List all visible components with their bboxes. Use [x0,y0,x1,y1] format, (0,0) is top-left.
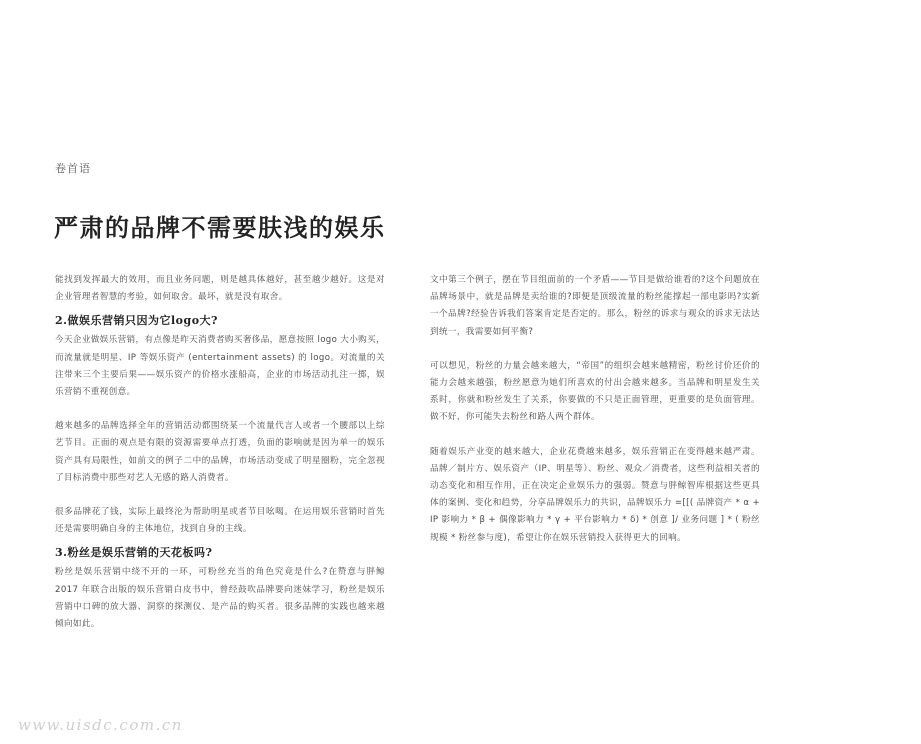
right-paragraph-1: 文中第三个例子，摆在节目组面前的一个矛盾——节目是做给谁看的?这个问题放在品牌场景中，就是品牌是卖给谁的?即便是顶级流量的粉丝能撑起一部电影吗?实新一个品牌?经验告诉我们答案肯定是否定的。那么，粉丝的诉求与观众的诉求无法达到统一，我需要如何平衡? [430,275,760,337]
watermark: www.uisdc.com.cn [18,716,183,734]
right-column [430,272,760,564]
section-3-paragraph-1: 粉丝是娱乐营销中绕不开的一环，可粉丝充当的角色究竟是什么?在赞意与胖鲸 2017 年联合出版的娱乐营销白皮书中，曾经鼓吹品牌要向迷妹学习，粉丝是娱乐营销中口碑的放大器、洞察的探测仪、是产品的购买者。很多品牌的实践也越来越倾向如此。 [55,567,385,630]
left-column [55,272,385,650]
section-2-paragraph-3: 很多品牌花了钱，实际上最终沦为帮助明星或者节目吆喝。在运用娱乐营销时首先还是需要明确自身的主体地位，找到自身的主线。 [55,507,385,535]
section-3-heading: 3.粉丝是娱乐营销的天花板吗? [55,546,213,560]
intro-paragraph: 能找到发挥最大的效用，而且业务问题，则是越具体越好，甚至越少越好。这是对企业管理者智慧的考验，如何取舍。最坏，就是没有取舍。 [55,275,385,303]
section-2-paragraph-2: 越来越多的品牌选择全年的营销活动都围绕某一个流量代言人或者一个腰部以上综艺节目。正面的观点是有限的资源需要单点打透，负面的影响就是因为单一的娱乐资产具有局限性，如前文的例子二中的品牌，市场活动变成了明星圈粉，完全忽视了目标消费中那些对艺人无感的路人消费者。 [55,421,385,483]
section-2-paragraph-1: 今天企业做娱乐营销，有点像是昨天消费者购买奢侈品，愿意按照 logo 大小购买，而流量就是明星、IP 等娱乐资产 (entertainment assets) 的 logo。对流量的关注带来三个主要后果——娱乐资产的价格水涨船高，企业的市场活动扎注一掷，娱乐营销不重视创意。 [55,335,386,398]
section-2-heading: 2.做娱乐营销只因为它logo大? [55,314,218,328]
right-paragraph-2: 可以想见，粉丝的力量会越来越大，“帝国”的组织会越来越精密，粉丝讨价还价的能力会越来越强，粉丝愿意为她们所喜欢的付出会越来越多。当品牌和明星发生关系时，你就和粉丝发生了关系，你要做的不只是正面管理，更重要的是负面管理。做不好，你可能失去粉丝和路人两个群体。 [430,360,760,423]
right-paragraph-3: 随着娱乐产业变的越来越大，企业花费越来越多，娱乐营销正在变得越来越严肃。品牌／制片方、娱乐资产（IP、明星等）、粉丝、观众／消费者，这些利益相关者的动态变化和相互作用，正在决定企业娱乐力的强弱。赞意与胖鲸智库根据这些更具体的案例、变化和趋势，分享品牌娱乐力的共识，品牌娱乐力 =[[( 品牌资产 * α + IP 影响力 * β + 偶像影响力 * γ + 平台影响力 * δ) * 创意 ]/ 业务问题 ] * ( 粉丝规模 * 粉丝参与度)，希望让你在娱乐营销投入获得更大的回响。 [430,446,760,543]
section-label: 卷首语 [55,162,91,175]
page-title: 严肃的品牌不需要肤浅的娱乐 [54,213,386,242]
